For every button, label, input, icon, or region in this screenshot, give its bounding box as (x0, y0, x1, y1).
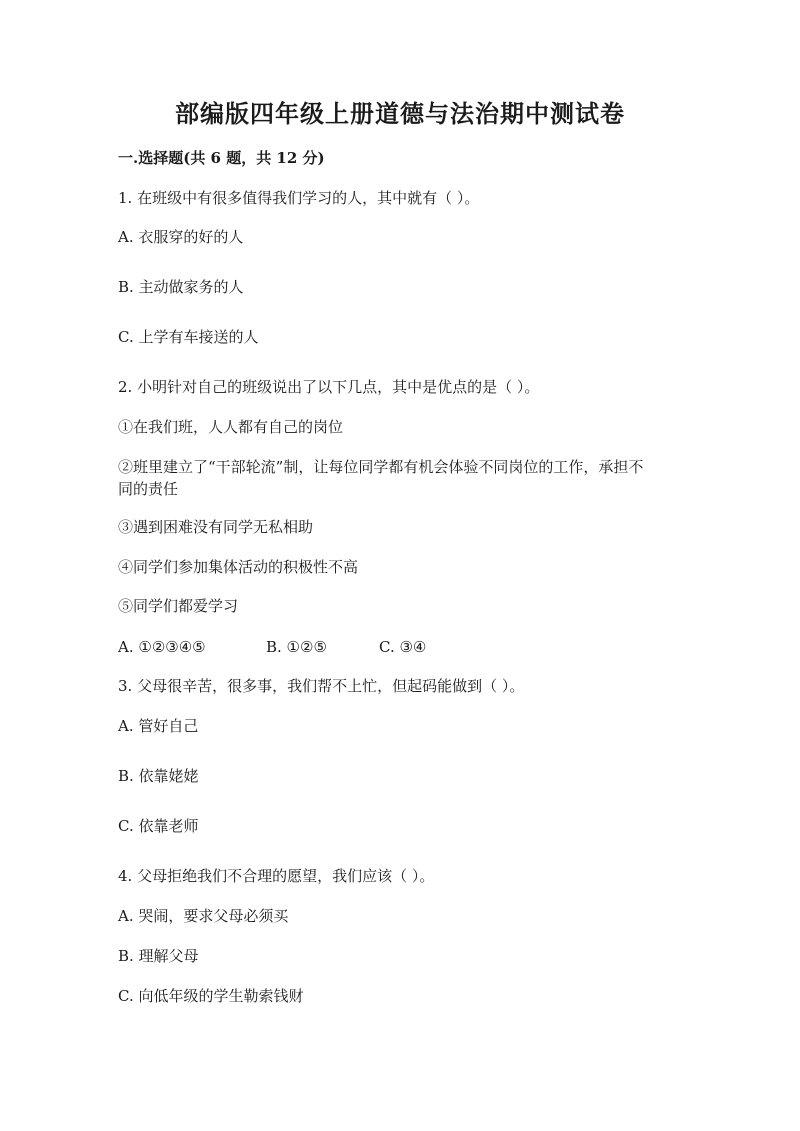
page-title: 部编版四年级上册道德与法治期中测试卷 (175, 99, 625, 128)
question-3-option-c: C. 依靠老师 (118, 817, 199, 835)
question-3-stem: 3. 父母很辛苦，很多事，我们帮不上忙，但起码能做到（ ）。 (118, 677, 525, 695)
question-2-stem: 2. 小明针对自己的班级说出了以下几点，其中是优点的是（ ）。 (118, 378, 540, 396)
question-2-statement-1: ①在我们班，人人都有自己的岗位 (118, 418, 344, 436)
question-4-option-a: A. 哭闹，要求父母必须买 (118, 907, 289, 925)
question-3-option-a: A. 管好自己 (118, 717, 199, 735)
section-heading: 一.选择题(共 6 题，共 12 分) (118, 149, 325, 167)
question-1-option-a: A. 衣服穿的好的人 (118, 228, 244, 246)
question-2-option-c: C. ③④ (379, 638, 427, 656)
question-1-stem: 1. 在班级中有很多值得我们学习的人，其中就有（ ）。 (118, 189, 480, 207)
question-4-stem: 4. 父母拒绝我们不合理的愿望，我们应该（ ）。 (118, 867, 435, 885)
question-1-option-b: B. 主动做家务的人 (118, 278, 244, 296)
question-2-statement-4: ④同学们参加集体活动的积极性不高 (118, 558, 359, 576)
question-2-option-b: B. ①②⑤ (266, 638, 327, 656)
question-4-option-b: B. 理解父母 (118, 947, 199, 965)
question-3-option-b: B. 依靠姥姥 (118, 767, 199, 785)
question-2-option-a: A. ①②③④⑤ (118, 638, 206, 656)
question-2-statement-3: ③遇到困难没有同学无私相助 (118, 518, 314, 536)
question-2-statement-5: ⑤同学们都爱学习 (118, 597, 239, 615)
question-2-statement-2: ②班里建立了“干部轮流”制，让每位同学都有机会体验不同岗位的工作，承担不同的责任 (118, 458, 644, 498)
question-4-option-c: C. 向低年级的学生勒索钱财 (118, 987, 304, 1005)
question-1-option-c: C. 上学有车接送的人 (118, 328, 259, 346)
